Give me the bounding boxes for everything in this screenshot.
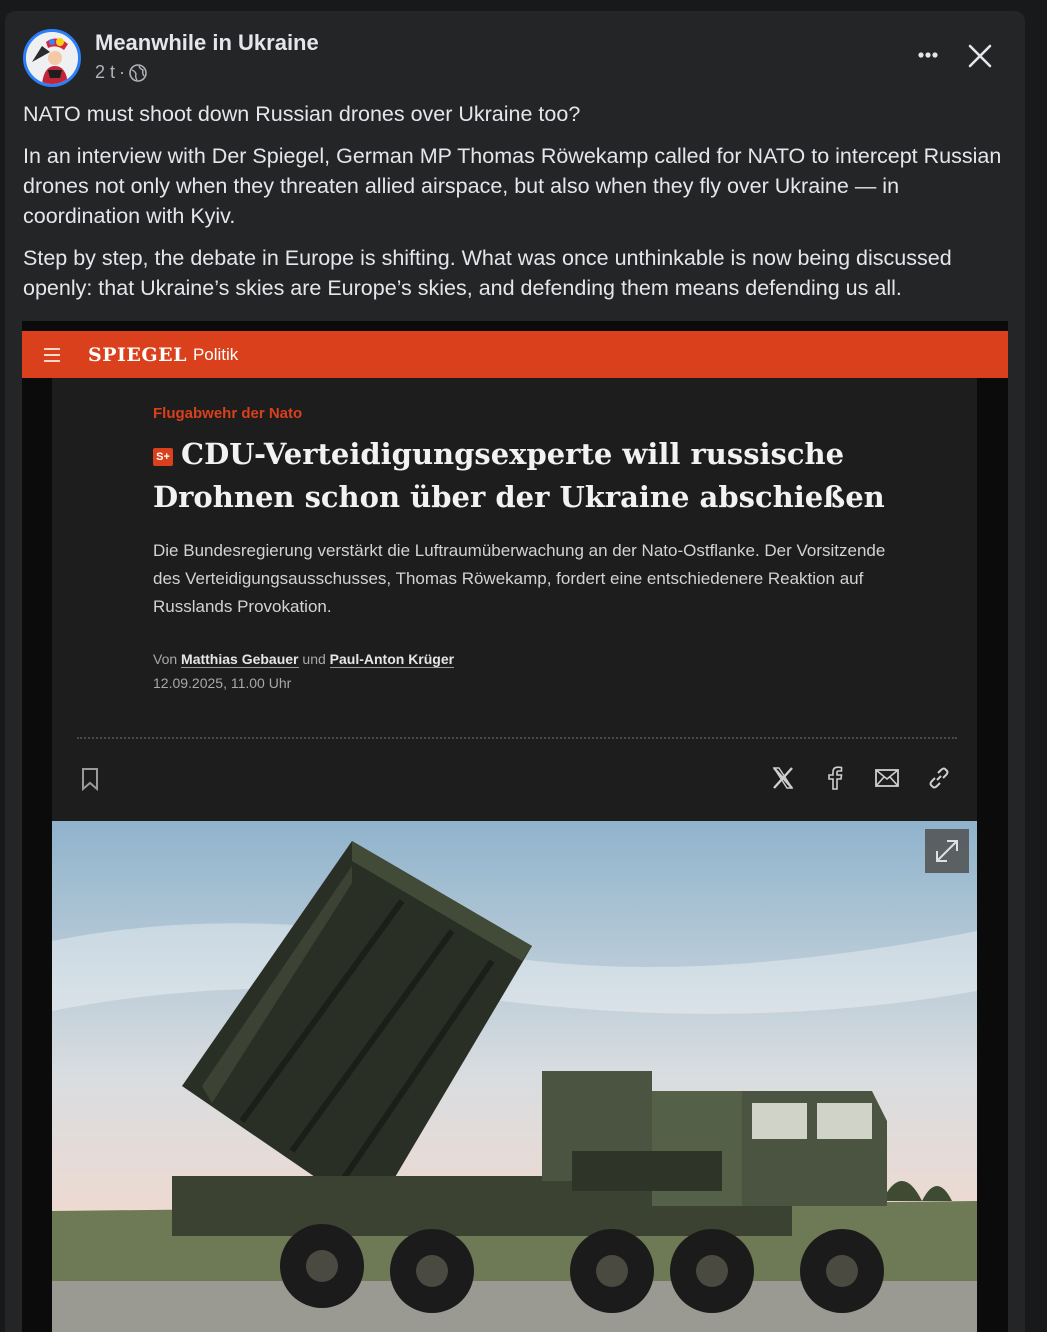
post-paragraph: In an interview with Der Spiegel, German MP Thomas Röwekamp called for NATO to intercept Russian drones not only when they threaten allied airspace, but also when they fly over Ukraine — in coordination with Kyiv. bbox=[23, 144, 1002, 228]
facebook-post bbox=[5, 11, 1025, 1332]
post-body bbox=[23, 99, 1013, 315]
bookmark-icon bbox=[81, 767, 99, 791]
section-label: Politik bbox=[192, 344, 239, 364]
mail-share-icon bbox=[874, 765, 900, 791]
page-avatar[interactable] bbox=[23, 29, 81, 87]
hamburger-menu-icon bbox=[44, 348, 62, 362]
globe-icon[interactable] bbox=[129, 64, 147, 82]
article-byline bbox=[153, 651, 454, 667]
page-name-link[interactable]: Meanwhile in Ukraine bbox=[95, 30, 319, 55]
article-screenshot bbox=[52, 378, 977, 1332]
article-kicker: Flugabwehr der Nato bbox=[153, 405, 303, 422]
article-headline bbox=[153, 433, 913, 519]
spiegel-plus-badge: S+ bbox=[153, 448, 173, 466]
article-teaser: Die Bundesregierung verstärkt die Luftraumüberwachung an der Nato-Ostflanke. Der Vorsitzende des Verteidigungsausschusses, Thomas Röwekamp, fordert eine entschiedenere Reaktion auf Russlands Provokation. bbox=[153, 541, 886, 616]
spiegel-logo: SPIEGEL bbox=[88, 343, 187, 366]
patriot-launcher-photo bbox=[52, 821, 977, 1332]
close-button[interactable] bbox=[963, 39, 997, 73]
link-share-icon bbox=[926, 765, 952, 791]
expand-button bbox=[925, 829, 969, 873]
byline-join: und bbox=[302, 651, 326, 667]
facebook-share-icon bbox=[822, 765, 848, 791]
headline-text: CDU-Verteidigungsexperte will russische Drohnen schon über der Ukraine abschießen bbox=[153, 437, 885, 514]
author-name: Matthias Gebauer bbox=[181, 651, 299, 667]
expand-icon bbox=[925, 829, 969, 873]
close-icon bbox=[963, 39, 997, 73]
post-timestamp[interactable]: 2 t bbox=[95, 62, 116, 82]
photo-illustration bbox=[52, 821, 977, 1332]
post-paragraph: NATO must shoot down Russian drones over Ukraine too? bbox=[23, 102, 581, 126]
meta-separator: · bbox=[119, 62, 126, 82]
more-horizontal-icon bbox=[910, 43, 944, 67]
post-meta bbox=[95, 62, 147, 83]
post-paragraph: Step by step, the debate in Europe is shifting. What was once unthinkable is now being discussed openly: that Ukraine’s skies are Europe’s skies, and defending them means defending us all. bbox=[23, 246, 952, 300]
byline-prefix: Von bbox=[153, 651, 178, 667]
article-date: 12.09.2025, 11.00 Uhr bbox=[153, 675, 292, 691]
more-options-button[interactable] bbox=[910, 43, 944, 67]
divider bbox=[77, 737, 957, 739]
spiegel-header-bar bbox=[22, 331, 1008, 378]
x-share-icon bbox=[770, 765, 796, 791]
avatar-illustration bbox=[26, 32, 78, 84]
post-image[interactable] bbox=[22, 321, 1008, 1332]
author-name: Paul-Anton Krüger bbox=[329, 651, 455, 667]
